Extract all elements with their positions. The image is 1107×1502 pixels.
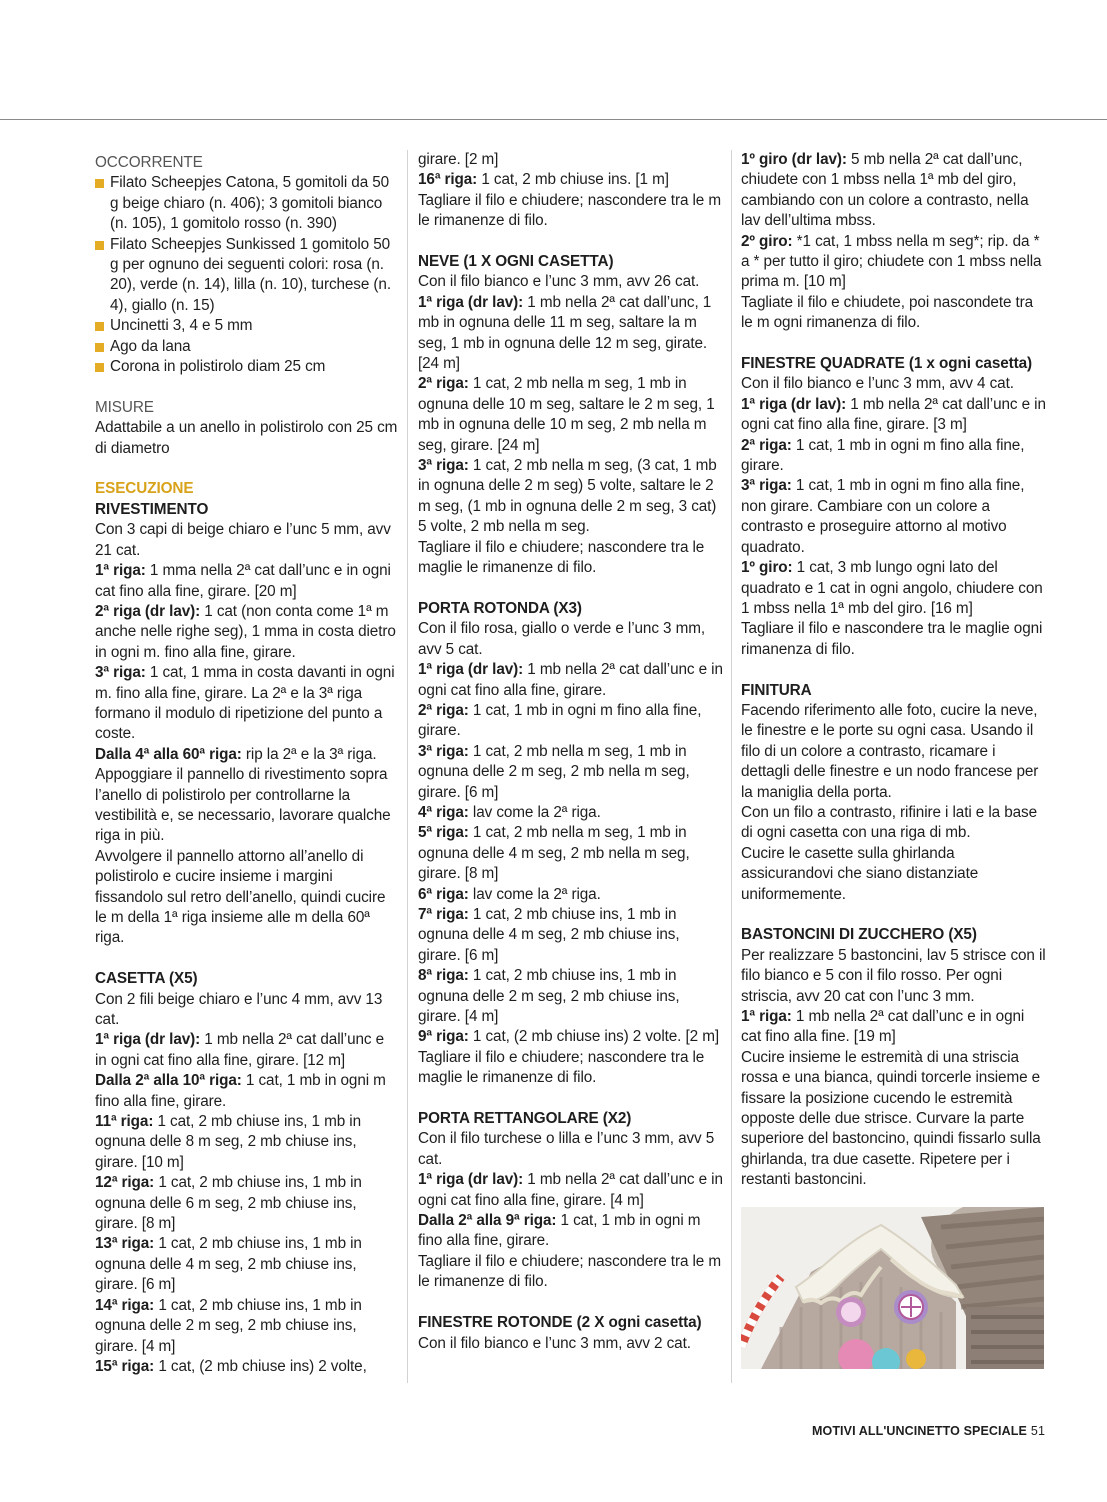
occorrente-label: OCCORRENTE xyxy=(95,154,203,171)
materials-item: Filato Scheepjes Catona, 5 gomitoli da 50 g beige chiaro (n. 406); 3 gomitoli bianco (n. 105), 1 gomitolo rosso (n. 390) xyxy=(95,173,398,234)
row-label: 1ª riga (dr lav): xyxy=(418,661,524,679)
instruction-text: Con il filo bianco e l’unc 3 mm, avv 4 cat. xyxy=(741,375,1014,393)
instruction-row xyxy=(418,966,723,1027)
instruction-row xyxy=(95,1234,398,1295)
row-text: 1 cat, 2 mb nella m seg, 1 mb in ognuna delle 4 m seg, 2 mb nella m seg, girare. [8 m] xyxy=(418,824,690,883)
row-label: 16ª riga: xyxy=(418,171,478,189)
instruction-text: Tagliare il filo e chiudere; nascondere tra le maglie le rimanenze di filo. xyxy=(418,538,705,577)
row-text: 1 cat, 2 mb chiuse ins, 1 mb in ognuna delle 4 m seg, 2 mb chiuse ins, girare. [6 m] xyxy=(418,906,680,964)
row-label: Dalla 2ª alla 10ª riga: xyxy=(95,1072,242,1090)
misure-text: Adattabile a un anello in polistirolo con 25 cm di diametro xyxy=(95,419,398,457)
instruction-row xyxy=(95,663,398,745)
row-text: 1 cat, 2 mb chiuse ins, 1 mb in ognuna delle 6 m seg, 2 mb chiuse ins, girare. [8 m] xyxy=(95,1174,362,1233)
row-label: 2ª riga: xyxy=(741,436,792,454)
section-heading: FINESTRE QUADRATE (1 x ogni casetta) xyxy=(741,355,1033,373)
row-label: 12ª riga: xyxy=(95,1174,155,1192)
instruction-row xyxy=(741,436,1046,477)
row-text: 1 cat (non conta come 1ª m anche nelle righe seg), 1 mma in costa dietro in ogni m. fino alla fine, girare. xyxy=(95,602,396,661)
row-label: 4ª riga: xyxy=(418,803,469,821)
instruction-text: Tagliare il filo e chiudere; nascondere tra le m le rimanenze di filo. xyxy=(418,191,721,230)
instruction-text: Cucire le casette sulla ghirlanda assicurandovi che siano distanziate uniformemente. xyxy=(741,844,979,903)
row-text: 1 mb nella 2ª cat dall’unc e in ogni cat fino alla fine, girare. xyxy=(418,661,723,699)
instruction-row xyxy=(741,395,1046,436)
instruction-text: Con 3 capi di beige chiaro e l’unc 5 mm, avv 21 cat. xyxy=(95,521,391,559)
row-text: 1 mb nella 2ª cat dall’unc e in ogni cat fino alla fine, girare. [4 m] xyxy=(418,1171,723,1209)
instruction-row xyxy=(418,905,723,966)
instruction-text: Avvolgere il pannello attorno all’anello di polistirolo e cucire insieme i margini fissandolo sul retro dell’anello, quindi cucire le m della 1ª riga insieme alle m della 60ª riga. xyxy=(95,847,386,947)
instruction-row xyxy=(741,150,1046,232)
row-text: lav come la 2ª riga. xyxy=(468,803,601,821)
row-label: 3ª riga: xyxy=(741,477,792,495)
column-1 xyxy=(95,153,398,1377)
materials-item: Filato Scheepjes Sunkissed 1 gomitolo 50 g per ognuno dei seguenti colori: rosa (n. 20), verde (n. 14), lilla (n. 10), turchese (n. 4), giallo (n. 15) xyxy=(95,235,398,317)
row-text: 1 cat, 1 mb in ogni m fino alla fine, girare. xyxy=(741,436,1025,475)
instruction-row xyxy=(95,1173,398,1234)
row-label: 5ª riga: xyxy=(418,824,469,842)
column-2 xyxy=(418,150,723,1354)
instruction-text: Tagliare il filo e nascondere tra le maglie ogni rimanenza di filo. xyxy=(741,620,1043,658)
row-label: 13ª riga: xyxy=(95,1235,155,1253)
row-label: 7ª riga: xyxy=(418,906,469,923)
instruction-row xyxy=(95,1296,398,1357)
row-text: 1 cat, 1 mb in ogni m fino alla fine, girare. xyxy=(95,1072,386,1110)
instruction-row xyxy=(418,803,723,823)
row-text: 1 cat, 2 mb nella m seg, (3 cat, 1 mb in ognuna delle 2 m seg) 5 volte, saltare le 2 m seg, (1 mb in ognuna delle 2 m seg, 3 cat) 5 volte, 2 mb nella m seg. xyxy=(418,457,717,536)
row-label: 14ª riga: xyxy=(95,1296,155,1314)
esecuzione-heading: ESECUZIONE xyxy=(95,480,194,498)
row-label: 3ª riga: xyxy=(418,457,469,475)
row-text: 1 mma nella 2ª cat dall’unc e in ogni cat fino alla fine, girare. [20 m] xyxy=(95,562,391,600)
instruction-row xyxy=(95,745,398,765)
row-label: 15ª riga: xyxy=(95,1357,155,1375)
row-label: 11ª riga: xyxy=(95,1113,154,1131)
instruction-row xyxy=(95,561,398,602)
instruction-row xyxy=(418,1211,723,1252)
instruction-row xyxy=(741,476,1046,558)
page-footer xyxy=(812,1424,1045,1438)
column-divider xyxy=(731,150,732,1383)
section-heading: PORTA RETTANGOLARE (X2) xyxy=(418,1110,632,1128)
row-label: 1ª riga (dr lav): xyxy=(418,1171,524,1189)
row-label: 9ª riga: xyxy=(418,1028,469,1046)
row-text: 1 cat, 1 mma in costa davanti in ogni m. fino alla fine, girare. La 2ª e la 3ª riga formano il modulo di ripetizione del punto a coste. xyxy=(95,664,395,743)
instruction-text: Cucire insieme le estremità di una striscia rossa e una bianca, quindi torcerle insieme e fissare la posizione cucendo le estremità opposte delle due strisce. Curvare la parte superiore del bastoncino, quindi fissarlo sulla ghirlanda, tra due casette. Ripetere per i restanti bastoncini. xyxy=(741,1048,1041,1189)
row-label: 6ª riga: xyxy=(418,885,469,903)
instruction-text: Con il filo turchese o lilla e l’unc 3 mm, avv 5 cat. xyxy=(418,1130,715,1168)
row-text: 1 cat, 2 mb chiuse ins, 1 mb in ognuna delle 2 m seg, 2 mb chiuse ins, girare. [4 m] xyxy=(418,967,680,1026)
row-text: 1 cat, 2 mb chiuse ins, 1 mb in ognuna delle 2 m seg, 2 mb chiuse ins, girare. [4 m] xyxy=(95,1296,362,1355)
column-divider xyxy=(407,150,408,1383)
instruction-row xyxy=(418,742,723,803)
row-text: 1 cat, 2 mb nella m seg, 1 mb in ognuna delle 2 m seg, 2 mb nella m seg, girare. [6 m] xyxy=(418,742,690,801)
row-label: 1º giro: xyxy=(741,559,793,577)
instruction-row xyxy=(741,232,1046,293)
section-heading: NEVE (1 X OGNI CASETTA) xyxy=(418,253,614,271)
instruction-text: Tagliare il filo e chiudere; nascondere tra le m le rimanenze di filo. xyxy=(418,1252,721,1291)
row-label: 1ª riga: xyxy=(741,1008,792,1026)
instruction-text: Appoggiare il pannello di rivestimento sopra l’anello di polistirolo per controllarne la vestibilità e, se necessario, lavorare qualche riga in più. xyxy=(95,766,391,845)
row-text: 1 cat, 2 mb nella m seg, 1 mb in ognuna delle 10 m seg, saltare le 2 m seg, 1 mb in ognuna delle 10 m seg, 2 mb nella m seg, girare. [24 m] xyxy=(418,375,715,454)
instruction-text: Con il filo bianco e l’unc 3 mm, avv 2 cat. xyxy=(418,1334,691,1352)
row-text: 1 cat, (2 mb chiuse ins) 2 volte. [2 m] xyxy=(468,1028,719,1046)
instruction-row xyxy=(418,701,723,742)
row-text: 5 mb nella 2ª cat dall’unc, chiudete con 1 mbss nella 1ª mb del giro, cambiando con un colore a contrasto, nella lav dell’ultima mbss. xyxy=(741,151,1029,230)
row-text: 1 mb nella 2ª cat dall’unc, 1 mb in ognuna delle 11 m seg, saltare la m seg, 1 mb in ognuna delle 12 m seg, girate. [24 m] xyxy=(418,293,712,373)
instruction-text: Con un filo a contrasto, rifinire i lati e la base di ogni casetta con una riga di mb. xyxy=(741,803,1037,842)
row-label: 2ª riga (dr lav): xyxy=(95,602,201,620)
section-heading: PORTA ROTONDA (X3) xyxy=(418,599,582,617)
row-label: Dalla 2ª alla 9ª riga: xyxy=(418,1212,557,1230)
materials-item: Ago da lana xyxy=(95,337,398,357)
row-text: 1 cat, 2 mb chiuse ins, 1 mb in ognuna delle 4 m seg, 2 mb chiuse ins, girare. [6 m] xyxy=(95,1235,362,1294)
instruction-text: Tagliare il filo e chiudere; nascondere tra le maglie le rimanenze di filo. xyxy=(418,1048,705,1087)
instruction-row xyxy=(95,1112,398,1173)
row-text: 1 mb nella 2ª cat dall’unc e in ogni cat fino alla fine. [19 m] xyxy=(741,1008,1025,1046)
row-label: 2ª riga: xyxy=(418,701,469,719)
row-text: 1 mb nella 2ª cat dall’unc e in ogni cat fino alla fine, girare. [3 m] xyxy=(741,395,1046,434)
instruction-row xyxy=(418,170,723,190)
materials-item: Corona in polistirolo diam 25 cm xyxy=(95,357,398,377)
instruction-text: Tagliate il filo e chiudete, poi nascondete tra le m ogni rimanenza di filo. xyxy=(741,293,1034,332)
row-text: 1 cat, 3 mb lungo ogni lato del quadrato e 1 cat in ogni angolo, chiudere con 1 mbss nella 1ª mb del giro. [16 m] xyxy=(741,559,1043,617)
row-text: 1 cat, (2 mb chiuse ins) 2 volte, xyxy=(154,1357,367,1375)
row-text: 1 mb nella 2ª cat dall’unc e in ogni cat fino alla fine, girare. [12 m] xyxy=(95,1031,385,1069)
materials-item: Uncinetti 3, 4 e 5 mm xyxy=(95,316,398,336)
row-label: 1ª riga: xyxy=(95,562,146,580)
row-label: 1ª riga (dr lav): xyxy=(418,293,524,311)
page-number: 51 xyxy=(1030,1424,1045,1438)
row-text: 1 cat, 1 mb in ogni m fino alla fine, girare. xyxy=(418,701,702,740)
instruction-row xyxy=(418,1027,723,1047)
row-text: 1 cat, 2 mb chiuse ins. [1 m] xyxy=(477,171,669,189)
instruction-row xyxy=(95,1357,398,1377)
row-label: 2ª riga: xyxy=(418,375,469,393)
section-heading: BASTONCINI DI ZUCCHERO (X5) xyxy=(741,926,977,944)
column-3 xyxy=(741,150,1046,1369)
instruction-row xyxy=(418,374,723,456)
row-label: 1º giro (dr lav): xyxy=(741,151,847,168)
instruction-row xyxy=(418,293,723,375)
row-label: 2º giro: xyxy=(741,232,793,250)
row-text: 1 cat, 1 mb in ogni m fino alla fine, non girare. Cambiare con un colore a contrasto e proseguire attorno al motivo quadrato. xyxy=(741,477,1025,556)
instruction-row xyxy=(741,558,1046,619)
row-label: Dalla 4ª alla 60ª riga: xyxy=(95,745,242,763)
section-heading: CASETTA (X5) xyxy=(95,970,198,988)
instruction-text: Con 2 fili beige chiaro e l’unc 4 mm, avv 13 cat. xyxy=(95,990,383,1029)
instruction-row xyxy=(418,823,723,884)
crochet-house-photo xyxy=(741,1207,1044,1369)
instruction-text: Per realizzare 5 bastoncini, lav 5 strisce con il filo bianco e 5 con il filo rosso. Per ogni striscia, avv 20 cat con l’unc 3 mm. xyxy=(741,946,1046,1005)
row-label: 3ª riga: xyxy=(418,742,469,760)
top-rule xyxy=(0,119,1107,120)
row-text: rip la 2ª e la 3ª riga. xyxy=(241,745,377,763)
row-label: 1ª riga (dr lav): xyxy=(95,1031,201,1049)
row-label: 1ª riga (dr lav): xyxy=(741,395,847,413)
instruction-text: Facendo riferimento alle foto, cucire la neve, le finestre e le porte su ogni casa. Usando il filo di un colore a contrasto, ricamare i dettagli delle finestre e un nodo francese per la maniglia della porta. xyxy=(741,701,1039,801)
instruction-row xyxy=(95,602,398,663)
instruction-row xyxy=(418,1170,723,1211)
magazine-title: MOTIVI ALL'UNCINETTO SPECIALE xyxy=(811,1424,1027,1438)
instruction-row xyxy=(95,1030,398,1071)
instruction-row xyxy=(418,456,723,538)
instruction-text: Con il filo rosa, giallo o verde e l’unc 3 mm, avv 5 cat. xyxy=(418,620,706,658)
section-heading: FINESTRE ROTONDE (2 X ogni casetta) xyxy=(418,1314,702,1332)
row-text: 1 cat, 2 mb chiuse ins, 1 mb in ognuna delle 8 m seg, 2 mb chiuse ins, girare. [10 m] xyxy=(95,1113,361,1171)
section-heading: RIVESTIMENTO xyxy=(95,500,209,518)
row-text: lav come la 2ª riga. xyxy=(468,885,601,903)
instruction-row xyxy=(741,1007,1046,1048)
row-text: *1 cat, 1 mbss nella m seg*; rip. da * a * per tutto il giro; chiudete con 1 mbss nella prima m. [10 m] xyxy=(741,232,1042,291)
section-heading: FINITURA xyxy=(741,681,812,699)
misure-label: MISURE xyxy=(95,398,154,416)
instruction-text: girare. [2 m] xyxy=(418,151,499,168)
instruction-row xyxy=(418,885,723,905)
instruction-row xyxy=(95,1071,398,1112)
row-label: 3ª riga: xyxy=(95,664,146,682)
instruction-row xyxy=(418,660,723,701)
instruction-text: Con il filo bianco e l’unc 3 mm, avv 26 cat. xyxy=(418,273,700,291)
row-text: 1 cat, 1 mb in ogni m fino alla fine, girare. xyxy=(418,1212,701,1250)
row-label: 8ª riga: xyxy=(418,967,469,985)
